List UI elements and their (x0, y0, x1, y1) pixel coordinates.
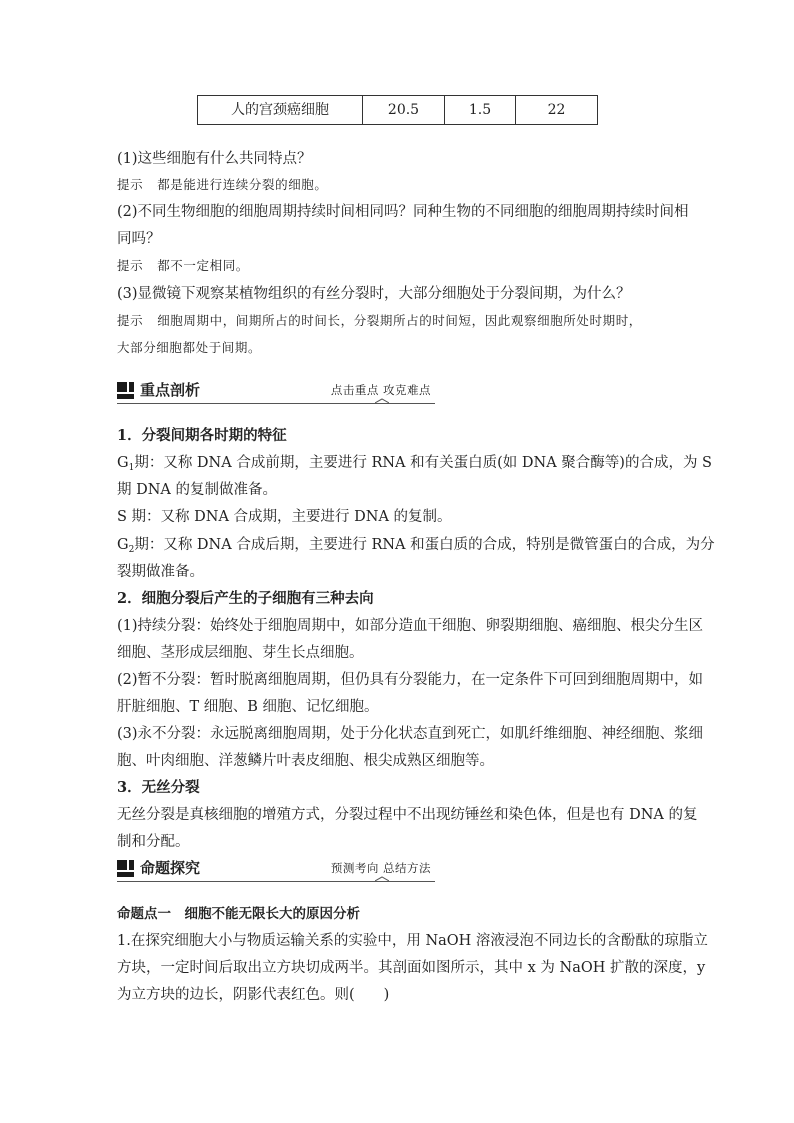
g2-label: G (117, 537, 129, 553)
fate-1-line-2: 细胞、茎形成层细胞、芽生长点细胞。 (117, 645, 364, 661)
section-title: 重点剖析 (140, 381, 201, 399)
hint-3-line-2: 大部分细胞都处于间期。 (117, 340, 262, 355)
hint-3-line-1 (117, 311, 642, 331)
hint-text: 都不一定相同。 (157, 258, 249, 273)
g1-text: 期：又称 DNA 合成前期，主要进行 RNA 和有关蛋白质(如 DNA 聚合酶等)的合成，为 S (134, 455, 712, 471)
exercise-line-3: 为立方块的边长，阴影代表红色。则( ) (117, 987, 390, 1003)
g1-line-2: 期 DNA 的复制做准备。 (117, 482, 278, 498)
g1-line-1 (117, 453, 712, 478)
section-title: 命题探究 (140, 859, 201, 877)
hint-2 (117, 256, 249, 276)
section-subtitle: 预测考向 总结方法 (330, 861, 431, 875)
hint-tag: 提示 (117, 313, 144, 328)
table-cell: 人的宫颈癌细胞 (198, 96, 363, 125)
section-subtitle: 点击重点 攻克难点 (330, 383, 431, 397)
section-header-explore (117, 857, 435, 882)
key-heading-1: 1．分裂间期各时期的特征 (117, 427, 287, 444)
section-header-key (117, 379, 435, 404)
hint-text: 都是能进行连续分裂的细胞。 (157, 177, 328, 192)
fate-2-line-2: 肝脏细胞、T 细胞、B 细胞、记忆细胞。 (117, 699, 379, 715)
amitosis-line-1: 无丝分裂是真核细胞的增殖方式，分裂过程中不出现纺锤丝和染色体，但是也有 DNA 的复 (117, 807, 698, 823)
section-notch-icon (375, 398, 389, 406)
g1-label: G (117, 455, 129, 471)
hint-tag: 提示 (117, 258, 144, 273)
section-square-icon (117, 860, 134, 877)
section-notch-icon (375, 876, 389, 884)
table-cell: 1.5 (445, 96, 516, 125)
table-cell: 20.5 (363, 96, 445, 125)
topic-heading: 命题点一 细胞不能无限长大的原因分析 (117, 906, 360, 922)
exercise-line-2: 方块，一定时间后取出立方块切成两半。其剖面如图所示，其中 x 为 NaOH 扩散的深度，y (117, 960, 706, 976)
amitosis-line-2: 制和分配。 (117, 834, 190, 850)
fate-3-line-1: (3)永不分裂：永远脱离细胞周期，处于分化状态直到死亡，如肌纤维细胞、神经细胞、浆细 (117, 726, 704, 742)
hint-1 (117, 175, 328, 195)
question-2-line-2: 同吗？ (117, 231, 161, 247)
g2-subscript: 2 (128, 545, 135, 555)
data-table (197, 95, 598, 125)
key-heading-2: 2．细胞分裂后产生的子细胞有三种去向 (117, 590, 374, 607)
table-cell: 22 (516, 96, 598, 125)
fate-3-line-2: 胞、叶肉细胞、洋葱鳞片叶表皮细胞、根尖成熟区细胞等。 (117, 753, 494, 769)
exercise-line-1: 1.在探究细胞大小与物质运输关系的实验中，用 NaOH 溶液浸泡不同边长的含酚酞的琼脂立 (117, 933, 708, 949)
g1-subscript: 1 (128, 463, 135, 473)
s-phase-line: S 期：又称 DNA 合成期，主要进行 DNA 的复制。 (117, 509, 452, 525)
g2-text: 期：又称 DNA 合成后期，主要进行 RNA 和蛋白质的合成，特别是微管蛋白的合成，为分 (134, 537, 715, 553)
hint-tag: 提示 (117, 177, 144, 192)
question-1: (1)这些细胞有什么共同特点？ (117, 151, 312, 167)
hint-text: 细胞周期中，间期所占的时间长，分裂期所占的时间短，因此观察细胞所处时期时， (157, 313, 642, 328)
g2-line-2: 裂期做准备。 (117, 564, 204, 580)
fate-2-line-1: (2)暂不分裂：暂时脱离细胞周期，但仍具有分裂能力，在一定条件下可回到细胞周期中，如 (117, 672, 704, 688)
table-row (198, 96, 598, 125)
key-heading-3: 3．无丝分裂 (117, 779, 200, 796)
fate-1-line-1: (1)持续分裂：始终处于细胞周期中，如部分造血干细胞、卵裂期细胞、癌细胞、根尖分生区 (117, 618, 704, 634)
question-2-line-1: (2)不同生物细胞的细胞周期持续时间相同吗？同种生物的不同细胞的细胞周期持续时间相 (117, 204, 689, 220)
question-3: (3)显微镜下观察某植物组织的有丝分裂时，大部分细胞处于分裂间期，为什么？ (117, 286, 631, 302)
g2-line-1 (117, 535, 715, 560)
section-square-icon (117, 382, 134, 399)
